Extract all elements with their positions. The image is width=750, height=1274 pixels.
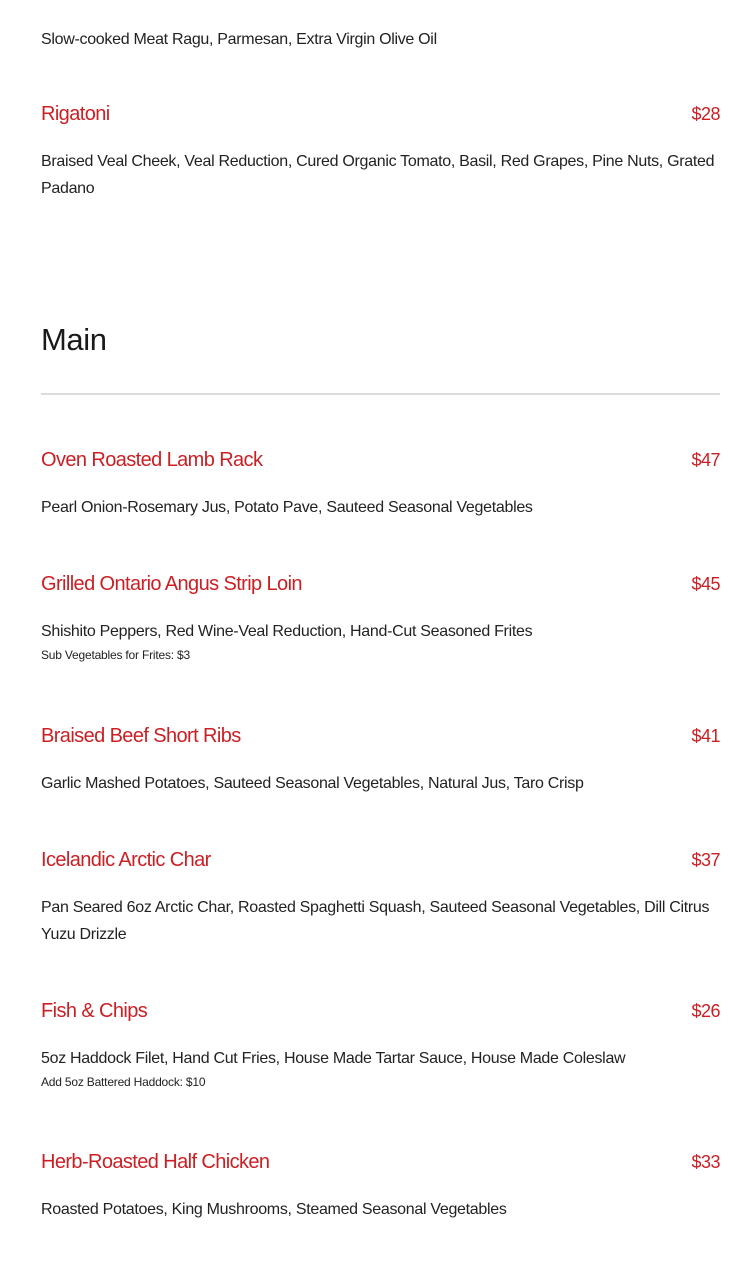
menu-item-name: Herb-Roasted Half Chicken — [41, 1151, 270, 1173]
menu-item-header — [41, 846, 720, 874]
menu-item-note: Sub Vegetables for Frites: $3 — [41, 648, 190, 662]
menu-item-price: $26 — [691, 1001, 720, 1021]
menu-item-price: $28 — [691, 104, 720, 124]
menu-item-description: Roasted Potatoes, King Mushrooms, Steamed Seasonal Vegetables — [41, 1201, 507, 1218]
menu-item-header — [41, 100, 720, 128]
menu-item-description: Shishito Peppers, Red Wine-Veal Reduction, Hand-Cut Seasoned Frites — [41, 623, 533, 640]
menu-item-name: Oven Roasted Lamb Rack — [41, 449, 263, 471]
menu-item-price: $33 — [691, 1152, 720, 1172]
section-title-main: Main — [41, 322, 107, 357]
menu-item-rigatoni — [41, 100, 720, 202]
menu-item-description: 5oz Haddock Filet, Hand Cut Fries, House Made Tartar Sauce, House Made Coleslaw — [41, 1050, 626, 1067]
menu-item-name: Icelandic Arctic Char — [41, 849, 211, 871]
menu-item-lamb-rack — [41, 446, 720, 521]
menu-item-name: Fish & Chips — [41, 1000, 148, 1022]
menu-item-price: $47 — [691, 450, 720, 470]
menu-item-name: Grilled Ontario Angus Strip Loin — [41, 573, 302, 595]
menu-item-half-chicken — [41, 1148, 720, 1223]
menu-item-header — [41, 997, 720, 1025]
menu-item-fish-chips — [41, 997, 720, 1090]
menu-item-description: Pan Seared 6oz Arctic Char, Roasted Spaghetti Squash, Sauteed Seasonal Vegetables, Dill Citrus Yuzu Drizzle — [41, 899, 710, 943]
menu-item-description: Braised Veal Cheek, Veal Reduction, Cured Organic Tomato, Basil, Red Grapes, Pine Nuts, Grated Padano — [41, 153, 715, 197]
menu-item-short-ribs — [41, 722, 720, 797]
menu-item-description: Pearl Onion-Rosemary Jus, Potato Pave, Sauteed Seasonal Vegetables — [41, 499, 533, 516]
menu-item-strip-loin — [41, 570, 720, 663]
menu-item-note: Add 5oz Battered Haddock: $10 — [41, 1075, 206, 1089]
menu-item-description: Slow-cooked Meat Ragu, Parmesan, Extra Virgin Olive Oil — [41, 31, 437, 48]
menu-item-price: $45 — [691, 574, 720, 594]
section-divider — [41, 393, 720, 395]
menu-item-arctic-char — [41, 846, 720, 948]
menu-item-name: Rigatoni — [41, 103, 110, 125]
menu-item-price: $41 — [691, 726, 720, 746]
menu-item-header — [41, 722, 720, 750]
menu-item-header — [41, 1148, 720, 1176]
menu-item-description: Garlic Mashed Potatoes, Sauteed Seasonal Vegetables, Natural Jus, Taro Crisp — [41, 775, 584, 792]
menu-item-header — [41, 570, 720, 598]
menu-item-header — [41, 446, 720, 474]
menu-item-name: Braised Beef Short Ribs — [41, 725, 241, 747]
menu-item-price: $37 — [691, 850, 720, 870]
